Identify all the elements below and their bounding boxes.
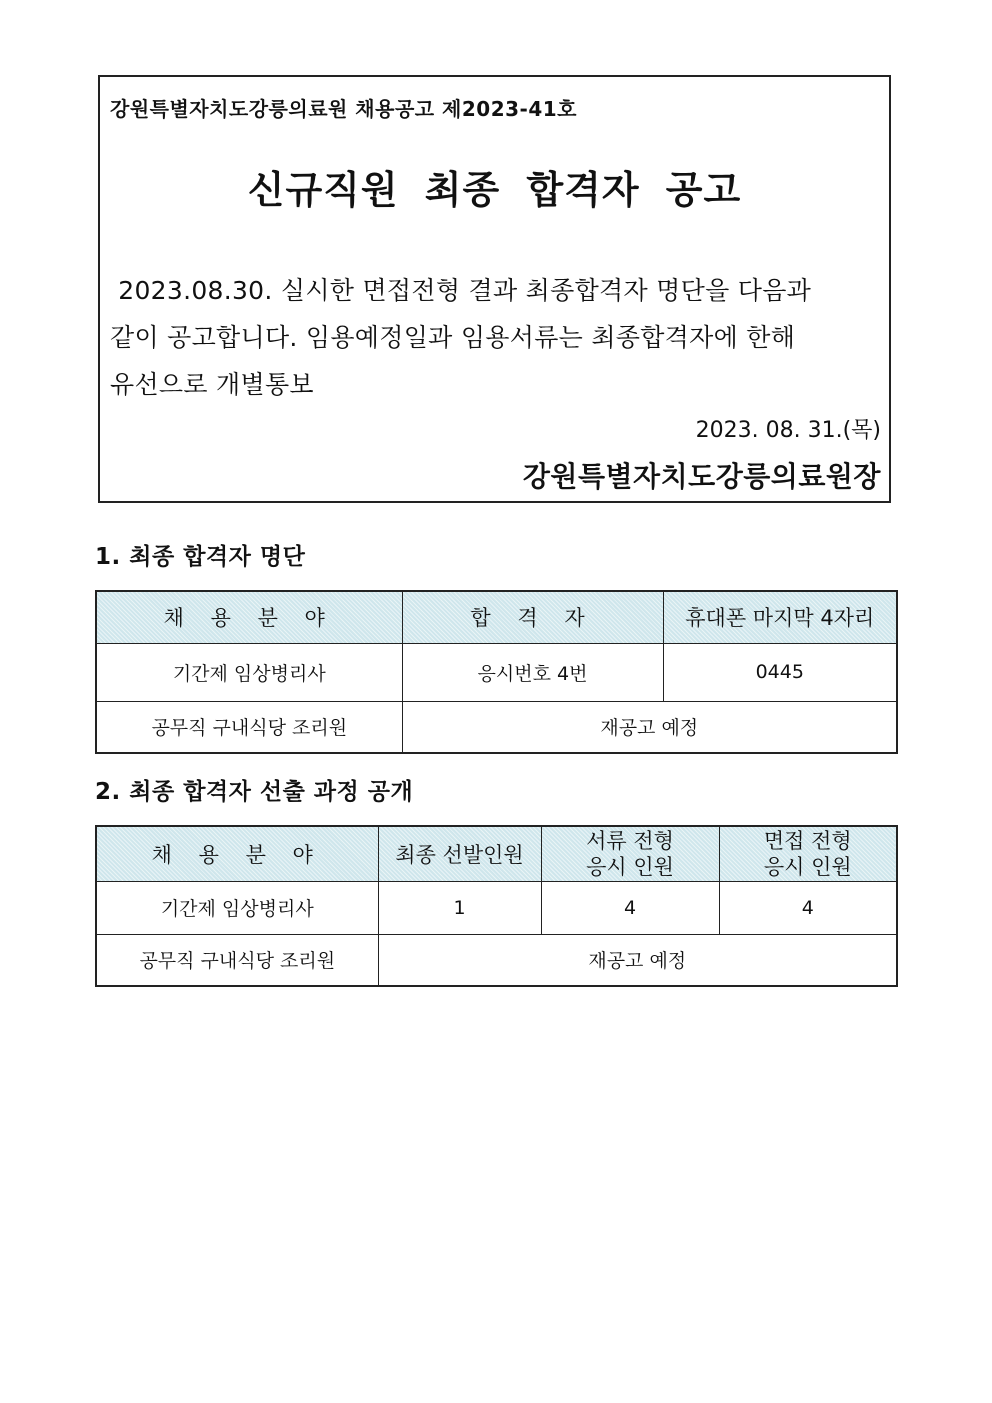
notice-body-line: 2023.08.30. 실시한 면접전형 결과 최종합격자 명단을 다음과 — [110, 276, 812, 305]
finalist-table — [95, 590, 898, 754]
cell-field: 기간제 임상병리사 — [96, 643, 402, 701]
cell-interview-applicants: 4 — [719, 881, 897, 934]
cell-document-applicants: 4 — [541, 881, 719, 934]
header-phone-last4: 휴대폰 마지막 4자리 — [663, 591, 897, 643]
notice-body-line: 같이 공고합니다. 임용예정일과 임용서류는 최종합격자에 한해 — [110, 323, 796, 352]
header-document-screening-line2: 응시 인원 — [586, 854, 674, 879]
notice-body — [110, 267, 881, 408]
table-row — [96, 881, 897, 934]
header-interview-screening-line2: 응시 인원 — [763, 854, 852, 879]
notice-number: 강원특별자치도강릉의료원 채용공고 제2023-41호 — [110, 97, 577, 121]
table-row — [96, 643, 897, 701]
table-row — [96, 701, 897, 753]
header-field: 채 용 분 야 — [96, 826, 378, 881]
header-finalist: 합 격 자 — [402, 591, 663, 643]
cell-status: 재공고 예정 — [402, 701, 897, 753]
table-header-row — [96, 591, 897, 643]
table-header-row — [96, 826, 897, 881]
selection-process-table — [95, 825, 898, 987]
cell-field: 기간제 임상병리사 — [96, 881, 378, 934]
header-interview-screening — [719, 826, 897, 881]
cell-status: 재공고 예정 — [378, 934, 897, 986]
cell-final-selection: 1 — [378, 881, 541, 934]
cell-field: 공무직 구내식당 조리원 — [96, 934, 378, 986]
header-final-selection: 최종 선발인원 — [378, 826, 541, 881]
cell-field: 공무직 구내식당 조리원 — [96, 701, 402, 753]
table-row — [96, 934, 897, 986]
cell-finalist: 응시번호 4번 — [402, 643, 663, 701]
header-field: 채 용 분 야 — [96, 591, 402, 643]
notice-box — [98, 75, 891, 503]
section2-heading: 2. 최종 합격자 선출 과정 공개 — [95, 779, 414, 805]
cell-phone-last4: 0445 — [663, 643, 897, 701]
notice-body-line: 유선으로 개별통보 — [110, 370, 314, 399]
notice-issuer: 강원특별자치도강릉의료원장 — [522, 460, 881, 493]
header-document-screening — [541, 826, 719, 881]
header-document-screening-line1: 서류 전형 — [586, 828, 674, 853]
header-interview-screening-line1: 면접 전형 — [763, 828, 852, 853]
notice-date: 2023. 08. 31.(목) — [695, 418, 881, 443]
notice-title: 신규직원 최종 합격자 공고 — [247, 168, 742, 212]
section1-heading: 1. 최종 합격자 명단 — [95, 544, 306, 570]
